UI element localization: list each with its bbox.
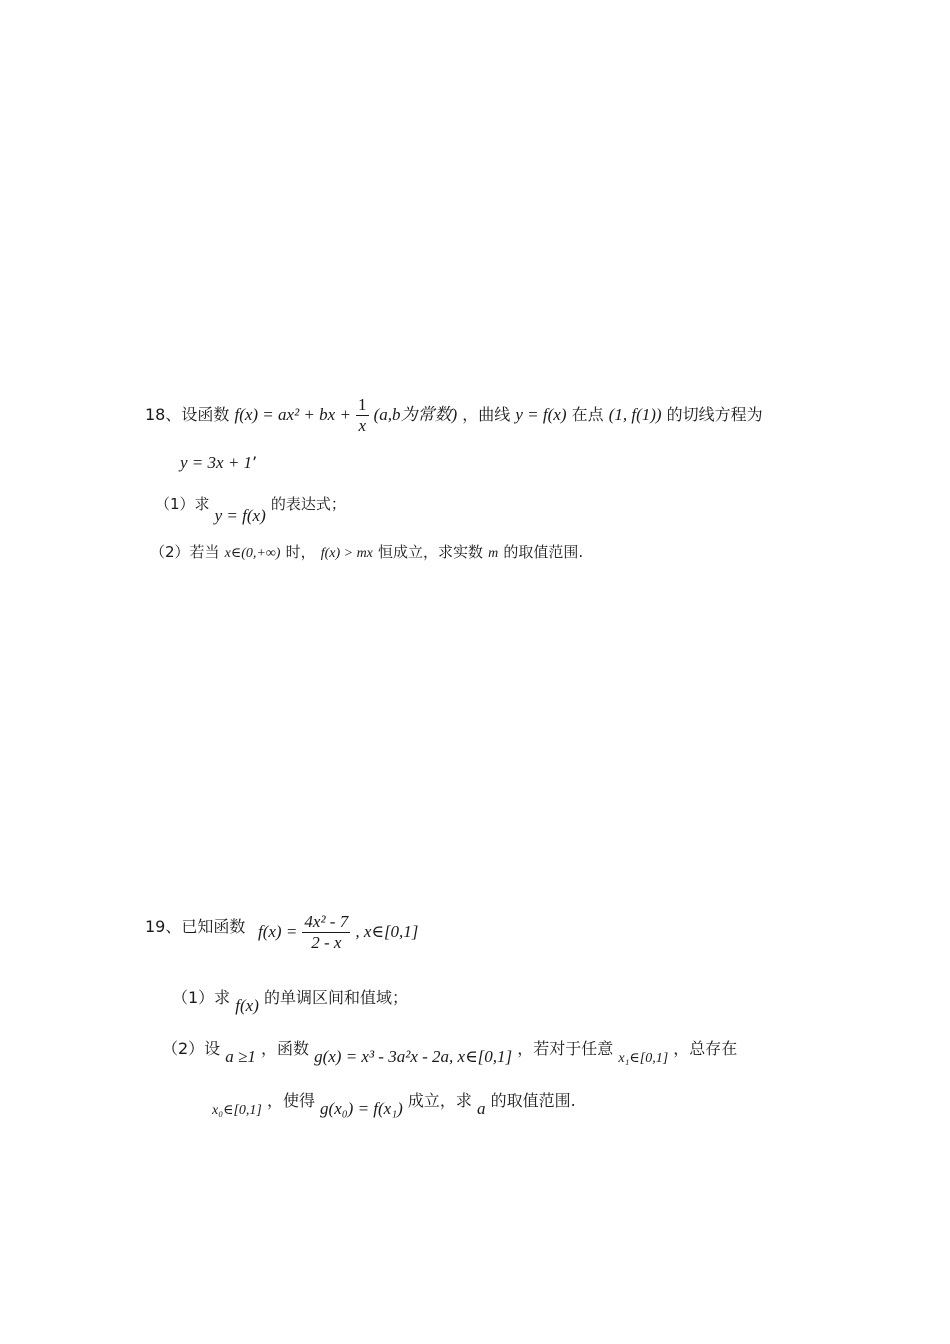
q18-part2 (150, 541, 583, 562)
q19-frac-num: 4x² - 7 (304, 912, 349, 931)
q19-p2-tail: 的取值范围. (490, 1091, 576, 1110)
q18-part1 (155, 493, 346, 525)
q19-function (258, 912, 418, 953)
q18-tangent-eq: y = 3x + 1 (180, 453, 253, 472)
q18-p1-math: y = f(x) (214, 506, 266, 525)
q19-p1-label: （1）求 (172, 988, 231, 1007)
q18-point: (1, f(1)) (608, 405, 662, 424)
q19-p2-text1: ，函数 (260, 1039, 309, 1058)
q19-frac-den: 2 - x (311, 933, 342, 952)
q19-p2-text3: ，总存在 (673, 1039, 738, 1058)
q18-line1 (145, 395, 763, 436)
q18-tangent-end: ’ (252, 453, 258, 472)
q19-p2-text4: ，使得 (266, 1091, 315, 1110)
q19-part1 (172, 985, 408, 1015)
q19-p2-text2: ，若对于任意 (517, 1039, 614, 1058)
q19-p2-a: a ≥1 (225, 1047, 256, 1066)
q19-p1-math: f(x) (235, 996, 259, 1015)
q18-text-tangent: 的切线方程为 (666, 405, 763, 424)
q19-p2-x0: x₀∈[0,1] (212, 1103, 262, 1118)
q19-intro-line (145, 914, 245, 937)
q19-p2-eq: g(x₀) = f(x₁) (320, 1099, 403, 1118)
q18-frac-num: 1 (358, 395, 367, 414)
q19-intro: 19、已知函数 (145, 917, 246, 936)
q18-p2-math1: x∈(0,+∞) (224, 546, 281, 561)
q19-p2-x1: x₁∈[0,1] (618, 1051, 669, 1066)
q18-line2 (180, 453, 257, 473)
q18-func: f(x) = ax² + bx + (234, 405, 351, 424)
q18-curve: y = f(x) (515, 405, 567, 424)
q18-p2-math2: f(x) > mx (320, 546, 373, 561)
q18-func-rest: (a,b为常数) (373, 405, 458, 424)
q18-p2-math3: m (488, 546, 499, 561)
q19-fraction (302, 912, 350, 953)
q18-text-at: 在点 (571, 405, 604, 424)
q18-frac-den: x (358, 416, 367, 435)
q18-p1-tail: 的表达式； (270, 495, 346, 513)
q19-p2-text5: 成立，求 (407, 1091, 472, 1110)
q18-fraction (356, 395, 369, 436)
q18-p1-label: （1）求 (155, 495, 210, 513)
q19-part2-line2 (212, 1088, 576, 1118)
q18-text-mid: ，曲线 (462, 405, 511, 424)
q18-p2-tail: 的取值范围. (503, 543, 584, 561)
q19-p2-a2: a (477, 1099, 486, 1118)
q18-p2-label: （2）若当 (150, 543, 220, 561)
q19-p1-tail: 的单调区间和值域； (263, 988, 408, 1007)
q18-p2-mid: 时， (285, 543, 316, 561)
q19-p2-label: （2）设 (162, 1039, 221, 1058)
q18-p2-mid2: 恒成立，求实数 (377, 543, 483, 561)
q19-part2 (162, 1036, 738, 1066)
q19-func-lhs: f(x) = (258, 922, 298, 941)
q18-intro: 18、设函数 (145, 405, 230, 424)
q19-p2-g: g(x) = x³ - 3a²x - 2a, x∈[0,1] (314, 1047, 513, 1066)
q19-func-dom: , x∈[0,1] (355, 922, 419, 941)
